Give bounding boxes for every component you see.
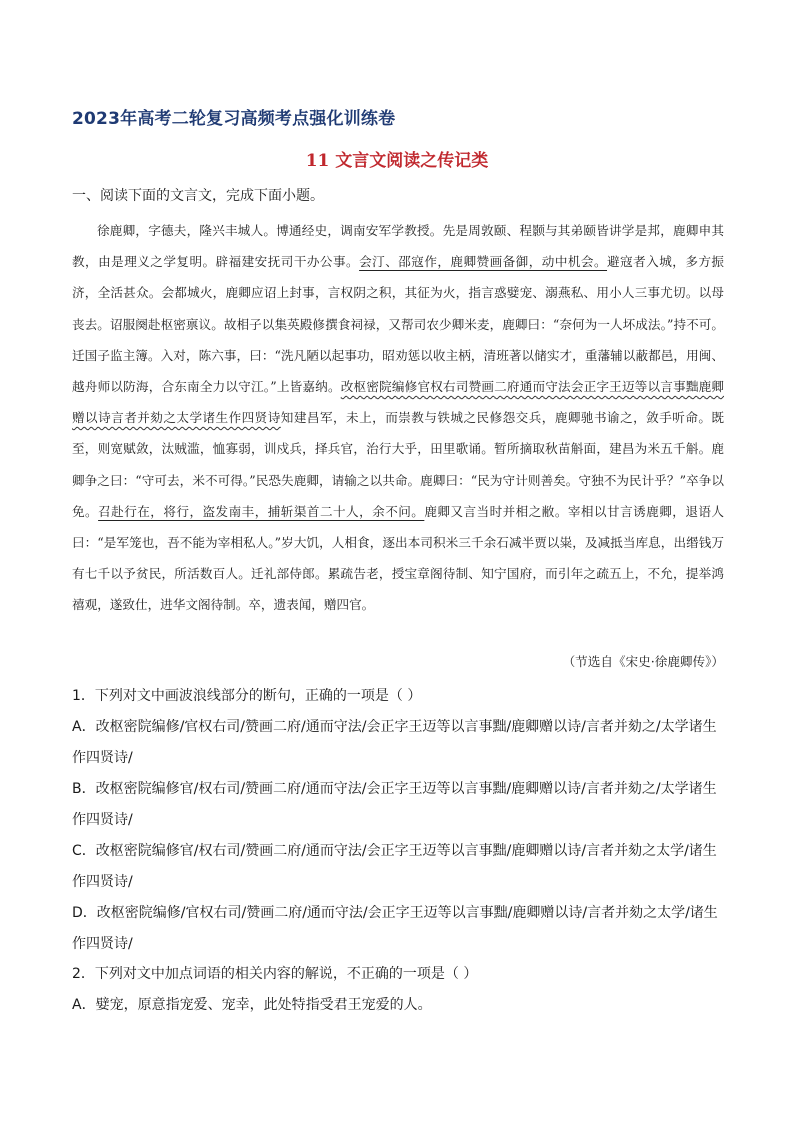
option-a[interactable]: A．嬖宠，原意指宠爱、宠幸，此处特指受君王宠爱的人。	[72, 997, 432, 1013]
underlined-sentence: 会汀、邵寇作，鹿卿赞画备御，动中机会。	[359, 254, 608, 270]
option-d[interactable]: D．改枢密院编修/官权右司/赞画二府/通而守法/会正字王迈等以言事黜/鹿卿赠以诗/言者并劾之太学/诸生作四贤诗/	[72, 905, 718, 952]
option-a[interactable]: A．改枢密院编修/官权右司/赞画二府/通而守法/会正字王迈等以言事黜/鹿卿赠以诗/言者并劾之/太学诸生作四贤诗/	[72, 719, 717, 766]
passage-segment: 鹿卿又言当时并相之敝。宰相以甘言诱鹿卿，退语人曰：“是军笼也，吾不能为宰相私人。”岁大饥，人相食，逐出本司积米三千余石减半贾以粜，及减抵当库息，出缗钱万有七千以予贫民，所活数百人。迁礼部侍郎。累疏告老，授宝章阁待制、知宁国府，而引年之疏五上，不允，提举鸿禧观，遂致仕，进华文阁待制。卒，遗表闻，赠四官。	[72, 503, 725, 613]
passage-segment: 徐鹿卿，字德夫，隆兴丰城人。博通经史，调南安军学教授。先是周敦颐、程颢与其弟颐皆讲学是邦，鹿卿申其教，由是理义之学复明。辟福建安抚司干办公事。	[72, 223, 724, 270]
question-1	[72, 681, 722, 960]
question-2	[72, 959, 722, 1021]
option-b[interactable]: B．改枢密院编修官/权右司/赞画二府/通而守法/会正字王迈等以言事黜/鹿卿赠以诗/言者并劾之/太学诸生作四贤诗/	[72, 781, 717, 828]
passage-source: （节选自《宋史·徐鹿卿传》）	[562, 654, 724, 669]
question-stem: 1．下列对文中画波浪线部分的断句，正确的一项是（ ）	[72, 688, 422, 704]
section-title: 11 文言文阅读之传记类	[305, 151, 489, 171]
classical-passage	[72, 215, 724, 621]
passage-segment: 知建昌军，未上，而崇教与铁城之民修怨交兵，鹿卿驰书谕之，敛手听命。既至，则宽赋敛，汰贼滥，恤寡弱，训戍兵，择兵官，治行大乎，田里歌诵。暂所摘取秋苗斛面，建昌为米五千斛。鹿卿争之曰：“守可去，米不可得。”民恐失鹿卿，请输之以共命。鹿卿曰：“民为守计则善矣。守独不为民计乎？”卒争以免。	[72, 410, 725, 519]
question-stem: 2．下列对文中加点词语的相关内容的解说，不正确的一项是（ ）	[72, 966, 478, 982]
document-title: 2023年高考二轮复习高频考点强化训练卷	[72, 109, 396, 129]
option-c[interactable]: C．改枢密院编修官/权右司/赞画二府/通而守法/会正字王迈等以言事黜/鹿卿赠以诗/言者并劾之太学/诸生作四贤诗/	[72, 843, 717, 890]
passage-segment: 避寇者入城，多方振济，全活甚众。会都城火，鹿卿应诏上封事，言权阴之积，其征为火，指言惑嬖宠、溺燕私、用小人三事尤切。以母丧去。诏服阕赴枢密禀议。故相子以集英殿修撰食祠禄，又帮司农少卿米麦，鹿卿曰：“奈何为一人坏成法。”持不可。迁国子监主簿。入对，陈六事，曰：“洗凡陋以起事功，昭劝惩以收主柄，清班著以储实才，重藩辅以蔽都邑，用闽、越舟师以防海，合东南全力以守江。”上皆嘉纳。	[72, 254, 725, 395]
wavy-underlined-sentence: 改枢密院编修官权右司赞画二府通而守法会正字王迈等以言事黜鹿卿赠以诗言者并劾之太学诸生作四贤诗	[72, 379, 725, 426]
instruction-text: 一、阅读下面的文言文，完成下面小题。	[72, 188, 324, 204]
underlined-sentence: 召赴行在，将行，盗发南丰，捕斩渠首二十人，余不问。	[98, 503, 425, 519]
